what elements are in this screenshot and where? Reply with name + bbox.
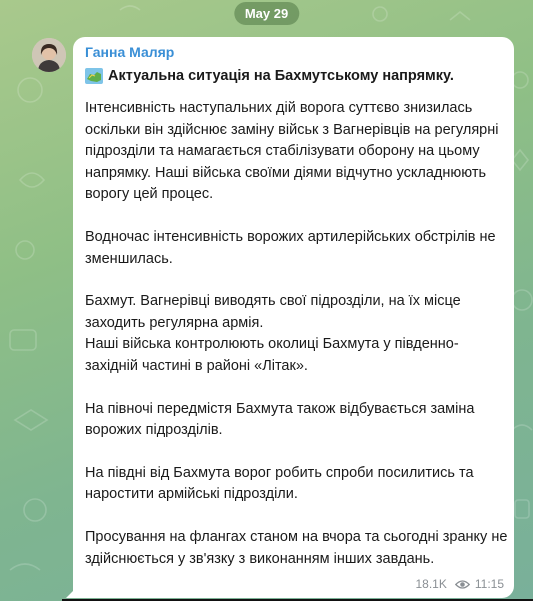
message-line: На півночі передмістя Бахмута також відбувається заміна xyxy=(85,400,475,417)
date-separator: May 29 xyxy=(234,2,299,25)
message-bubble[interactable] xyxy=(73,37,514,598)
message-line: Бахмут. Вагнерівці виводять свої підрозділи, на їх місце xyxy=(85,293,461,310)
message-line: Інтенсивність наступальних дій ворога суттєво знизилась xyxy=(85,100,473,116)
message-line: На півдні від Бахмута ворог робить спроби посилитись та xyxy=(85,464,474,481)
message-line: ворожих підрозділів. xyxy=(85,422,223,439)
message-paragraph xyxy=(85,399,504,442)
message-text xyxy=(85,98,508,570)
message-line: Водночас інтенсивність ворожих артилерійських обстрілів не xyxy=(85,228,496,245)
message-line: зменшилась. xyxy=(85,250,173,267)
message-line: підрозділи та намагається стабілізувати оборону на цьому xyxy=(85,143,480,160)
ukraine-map-icon xyxy=(85,68,103,84)
message-paragraph xyxy=(85,527,508,570)
message-line: західній частині в районі «Літак». xyxy=(85,357,308,374)
view-count: 18.1K xyxy=(415,577,447,591)
sender-name[interactable]: Ганна Маляр xyxy=(85,44,175,60)
headline-text: Актуальна ситуація на Бахмутському напрямку. xyxy=(108,68,454,84)
message-paragraph xyxy=(85,291,504,377)
message-headline xyxy=(85,66,504,86)
message-line: оскільки він здійснює заміну військ з Вагнерівців на регулярні xyxy=(85,121,499,138)
message-paragraph xyxy=(85,227,504,270)
message-line: заходить регулярна армія. xyxy=(85,314,264,331)
message-paragraph xyxy=(85,463,504,506)
message-line: напрямку. Наші війська своїми діями відчутно ускладнюють xyxy=(85,164,487,181)
message-line: здійснюється у зв'язку з виконанням інших завдань. xyxy=(85,550,435,567)
message-line: наростити армійські підрозділи. xyxy=(85,486,298,503)
message-line: ворогу цей процес. xyxy=(85,186,214,203)
message-paragraph xyxy=(85,98,504,206)
message-line: Наші війська контролюють околиці Бахмута у південно- xyxy=(85,336,459,353)
message-line: Просування на флангах станом на вчора та сьогодні зранку не xyxy=(85,528,508,545)
sender-avatar[interactable] xyxy=(32,38,66,72)
message-time: 11:15 xyxy=(474,577,504,591)
eye-icon xyxy=(455,579,470,590)
message-meta xyxy=(416,577,505,591)
